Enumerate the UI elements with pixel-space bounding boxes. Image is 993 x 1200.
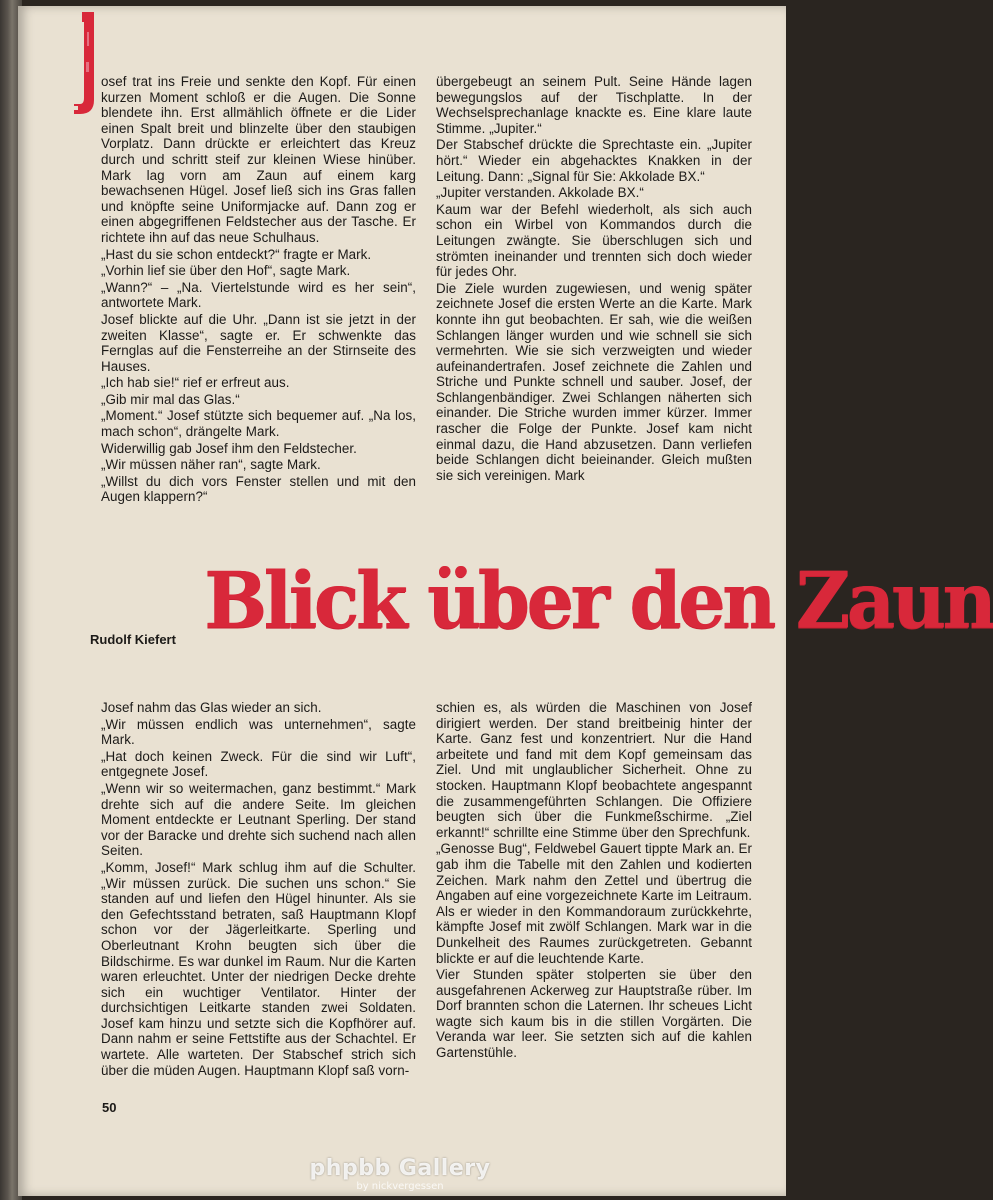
article-title: Blick über den Zaun <box>204 555 993 647</box>
paragraph: „Wir müssen endlich was unternehmen“, sagte Mark. <box>101 716 416 748</box>
paragraph: „Ich hab sie!“ rief er erfreut aus. <box>101 375 290 391</box>
paragraph: „Gib mir mal das Glas.“ <box>101 391 240 407</box>
paragraph: Vier Stunden später stolperten sie über den ausgefahrenen Ackerweg zur Hauptstraße rüber. Im Dorf brannten schon die Laternen. Ihr scheues Licht wagte sich kaum bis in die stillen Vorgärten. Die Veranda war leer. Sie setzten sich auf die kahlen Gartenstühle. <box>436 967 752 1061</box>
paragraph: „Komm, Josef!“ Mark schlug ihm auf die Schulter. „Wir müssen zurück. Die suchen uns schon.“ Sie standen auf und liefen den Hügel hinunter. Als sie den Gefechtsstand betraten, saß Hauptmann Klopf schon vor der Jägerleitkarte. Sperling und Oberleutnant Krohn beugten sich über die Bildschirme. Es war dunkel im Raum. Nur die Karten waren erleuchtet. Unter der niedrigen Decke drehte sich ein wuchtiger Ventilator. Hinter der durchsichtigen Leitkarte standen zwei Soldaten. Josef kam hinzu und setzte sich die Kopfhörer auf. Dann nahm er seine Fettstifte aus der Schachtel. Er wartete. Alle warteten. Der Stabschef strich sich über die müden Augen. Hauptmann Klopf saß vorn- <box>101 859 416 1078</box>
paragraph: „Hast du sie schon entdeckt?“ fragte er Mark. <box>101 246 372 262</box>
paragraph: Widerwillig gab Josef ihm den Feldstecher. <box>101 440 357 456</box>
paragraph: „Genosse Bug“, Feldwebel Gauert tippte Mark an. Er gab ihm die Tabelle mit den Zahlen und kodierten Zeichen. Mark nahm den Zettel und übertrug die Angaben auf eine vorgezeichnete Karte im Leitraum. Als er wieder in den Kommandoraum zurückkehrte, kämpfte Josef mit zwölf Schlangen. Mark war in die Dunkelheit des Raumes zurückgetreten. Gebannt blickte er auf die leuchtende Karte. <box>436 841 752 966</box>
paragraph: Josef blickte auf die Uhr. „Dann ist sie jetzt in der zweiten Klasse“, sagte er. Er schwenkte das Fernglas auf die Fensterreihe an der Stirnseite des Hauses. <box>101 311 416 374</box>
paragraph: Der Stabschef drückte die Sprechtaste ein. „Jupiter hört.“ Wieder ein abgehacktes Knakken in der Leitung. Dann: „Signal für Sie: Akkolade BX.“ <box>436 137 752 184</box>
article-column-top-right <box>436 74 752 484</box>
paragraph: „Moment.“ Josef stützte sich bequemer auf. „Na los, mach schon“, drängelte Mark. <box>101 408 416 440</box>
article-column-bottom-left <box>101 700 416 1079</box>
article-column-top-left <box>101 74 416 506</box>
watermark-credit: by nickvergessen <box>356 1181 444 1192</box>
paragraph: „Wir müssen näher ran“, sagte Mark. <box>101 457 321 473</box>
dropcap-j <box>74 12 96 116</box>
paragraph: übergebeugt an seinem Pult. Seine Hände lagen bewegungslos auf der Tischplatte. In der Wechselsprechanlage knackte es. Eine klare laute Stimme. „Jupiter.“ <box>436 74 752 136</box>
paragraph: schien es, als würden die Maschinen von Josef dirigiert werden. Der stand breitbeinig hinter der Karte. Ganz fest und konzentriert. Nur die Hand arbeitete und fand mit dem Kopf gemeinsam das Ziel. Und mit unglaublicher Sicherheit. Ohne zu stocken. Hauptmann Klopf beobachtete angespannt die zusammengeführten Schlangen. Die Offiziere beugten sich über die Funkmeßschirme. „Ziel erkannt!“ schrillte eine Stimme über den Sprechfunk. <box>436 700 752 840</box>
magazine-page <box>18 6 993 1196</box>
gallery-watermark <box>300 1157 500 1193</box>
paragraph: Die Ziele wurden zugewiesen, und wenig später zeichnete Josef die ersten Werte an die Karte. Mark konnte ihn gut beobachten. Er sah, wie die weißen Schlangen länger wurden und wie schnell sie sich vermehrten. Wie sie sich verzweigten und wieder aufeinandertrafen. Josef zeichnete die Zahlen und Striche und Punkte schnell und sauber. Josef, der Schlangenbändiger. Zwei Schlangen näherten sich einander. Die Striche wurden immer kürzer. Immer rascher die Folge der Punkte. Josef kam nicht einmal dazu, die Hand abzusetzen. Dann verliefen beide Schlangen dicht beieinander. Gleich mußten sie sich vereinigen. Mark <box>436 280 752 483</box>
watermark-title: phpbb Gallery <box>309 1156 491 1181</box>
paragraph: „Vorhin lief sie über den Hof“, sagte Mark. <box>101 263 351 279</box>
paragraph: „Willst du dich vors Fenster stellen und mit den Augen klappern?“ <box>101 473 416 505</box>
paragraph: „Hat doch keinen Zweck. Für die sind wir Luft“, entgegnete Josef. <box>101 748 416 780</box>
paragraph: „Wann?“ – „Na. Viertelstunde wird es her sein“, antwortete Mark. <box>101 279 416 311</box>
paragraph: „Jupiter verstanden. Akkolade BX.“ <box>436 185 644 201</box>
paragraph: osef trat ins Freie und senkte den Kopf. Für einen kurzen Moment schloß er die Augen. Die Sonne blendete ihn. Erst allmählich öffnete er die Lider einen Spalt breit und blinzelte über den staubigen Vorplatz. Dann drückte er erleichtert das Kreuz durch und schritt steif zur kleinen Wiese hinüber. Mark lag vorn am Zaun auf einem karg bewachsenen Hügel. Josef ließ sich ins Gras fallen und knöpfte seine Uniformjacke auf. Dann zog er einen abgegriffenen Feldstecher aus der Tasche. Er richtete ihn auf das neue Schulhaus. <box>101 74 416 245</box>
paragraph: Josef nahm das Glas wieder an sich. <box>101 700 322 715</box>
paragraph: „Wenn wir so weitermachen, ganz bestimmt.“ Mark drehte sich auf die andere Seite. Im gleichen Moment entdeckte er Leutnant Sperling. Der stand vor der Baracke und drehte sich suchend nach allen Seiten. <box>101 780 416 859</box>
page-number: 50 <box>102 1100 117 1115</box>
article-author: Rudolf Kiefert <box>90 632 176 647</box>
paragraph: Kaum war der Befehl wiederholt, als sich auch schon ein Wirbel von Kommandos durch die Leitungen zwängte. Sie überschlugen sich und strömten ineinander und trennten sich doch wieder für jedes Ohr. <box>436 201 752 280</box>
article-column-bottom-right <box>436 700 752 1062</box>
